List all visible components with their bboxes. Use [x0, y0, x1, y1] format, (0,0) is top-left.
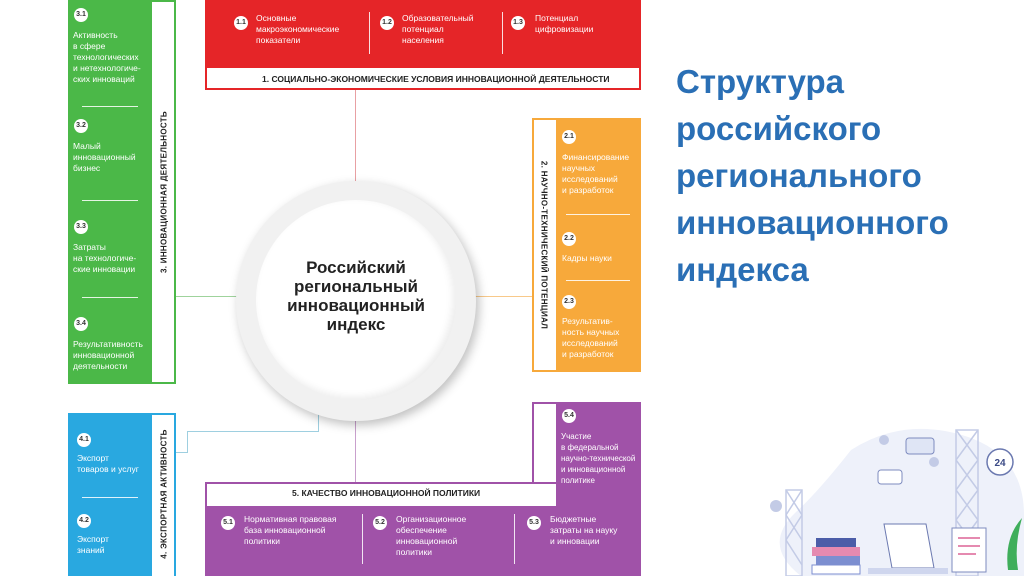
connector-bottom-h2	[176, 452, 188, 453]
item-1-1-number: 1.1	[234, 16, 248, 30]
item-2-3-text: Результатив- ность научных исследований и разработок	[562, 316, 620, 359]
divider	[369, 12, 370, 54]
item-3-4-number: 3.4	[74, 317, 88, 331]
divider	[566, 214, 630, 215]
item-3-3-number: 3.3	[74, 220, 88, 234]
item-3-1-number: 3.1	[74, 8, 88, 22]
section-1-title: 1. СОЦИАЛЬНО-ЭКОНОМИЧЕСКИЕ УСЛОВИЯ ИННОВАЦИОННОЙ ДЕЯТЕЛЬНОСТИ	[262, 74, 610, 84]
item-5-1-number: 5.1	[221, 516, 235, 530]
badge-icon	[987, 449, 1013, 475]
item-1-1-text: Основные макроэкономические показатели	[256, 13, 340, 45]
item-5-3-text: Бюджетные затраты на науку и инновации	[550, 514, 618, 546]
badge-number: 24	[994, 458, 1006, 469]
connector-right	[474, 296, 532, 297]
item-5-4-number: 5.4	[562, 409, 576, 423]
chat-bubble-icon	[878, 470, 902, 484]
connector-bottom-v2	[187, 431, 188, 453]
item-2-3-number: 2.3	[562, 295, 576, 309]
document-icon	[952, 528, 986, 572]
item-1-3-number: 1.3	[511, 16, 525, 30]
divider	[514, 514, 515, 564]
divider	[82, 200, 138, 201]
item-2-2-number: 2.2	[562, 232, 576, 246]
item-5-3-number: 5.3	[527, 516, 541, 530]
divider	[82, 497, 138, 498]
section-5-title: 5. КАЧЕСТВО ИННОВАЦИОННОЙ ПОЛИТИКИ	[292, 488, 481, 498]
decorative-illustration	[756, 420, 1024, 576]
item-3-4-text: Результативность инновационной деятельности	[73, 339, 143, 371]
chat-bubble-icon	[906, 438, 934, 454]
books-icon	[812, 538, 860, 574]
divider	[362, 514, 363, 564]
item-4-1-number: 4.1	[77, 433, 91, 447]
center-label: Российский региональный инновационный индекс	[287, 258, 425, 334]
item-5-1-text: Нормативная правовая база инновационной политики	[244, 514, 337, 546]
section-2-title: 2. НАУЧНО-ТЕХНИЧЕСКИЙ ПОТЕНЦИАЛ	[539, 160, 549, 330]
divider	[502, 12, 503, 54]
connector-top	[355, 90, 356, 182]
connector-bottom-h	[187, 431, 318, 432]
item-4-1-text: Экспорт товаров и услуг	[77, 453, 139, 474]
divider	[82, 297, 138, 298]
item-2-1-text: Финансирование научных исследований и разработок	[562, 152, 630, 195]
item-3-2-number: 3.2	[74, 119, 88, 133]
item-1-2-number: 1.2	[380, 16, 394, 30]
item-3-1-text: Активность в сфере технологических и нетехнологиче- ских инноваций	[73, 30, 141, 84]
section-5-connector	[532, 402, 556, 482]
section-3-title: 3. ИННОВАЦИОННАЯ ДЕЯТЕЛЬНОСТЬ	[159, 111, 169, 273]
item-2-1-number: 2.1	[562, 130, 576, 144]
item-3-3-text: Затраты на технологиче- ские инновации	[73, 242, 137, 274]
divider	[566, 280, 630, 281]
connector-left	[176, 296, 238, 297]
item-1-3-text: Потенциал цифровизации	[535, 13, 594, 34]
item-1-2-text: Образовательный потенциал населения	[402, 13, 474, 45]
section-4-title: 4. ЭКСПОРТНАЯ АКТИВНОСТЬ	[159, 429, 169, 559]
item-4-2-text: Экспорт знаний	[77, 534, 109, 555]
slide-heading: Структура российского регионального инновационного индекса	[676, 63, 949, 288]
item-5-4-text: Участие в федеральной научно-технической и инновационной политике	[561, 432, 636, 485]
item-2-2-text: Кадры науки	[562, 253, 612, 263]
divider	[82, 106, 138, 107]
item-3-2-text: Малый инновационный бизнес	[73, 141, 136, 173]
item-4-2-number: 4.2	[77, 514, 91, 528]
item-5-2-text: Организационное обеспечение инновационной политики	[396, 514, 467, 557]
item-5-2-number: 5.2	[373, 516, 387, 530]
connector-purple	[355, 421, 356, 482]
